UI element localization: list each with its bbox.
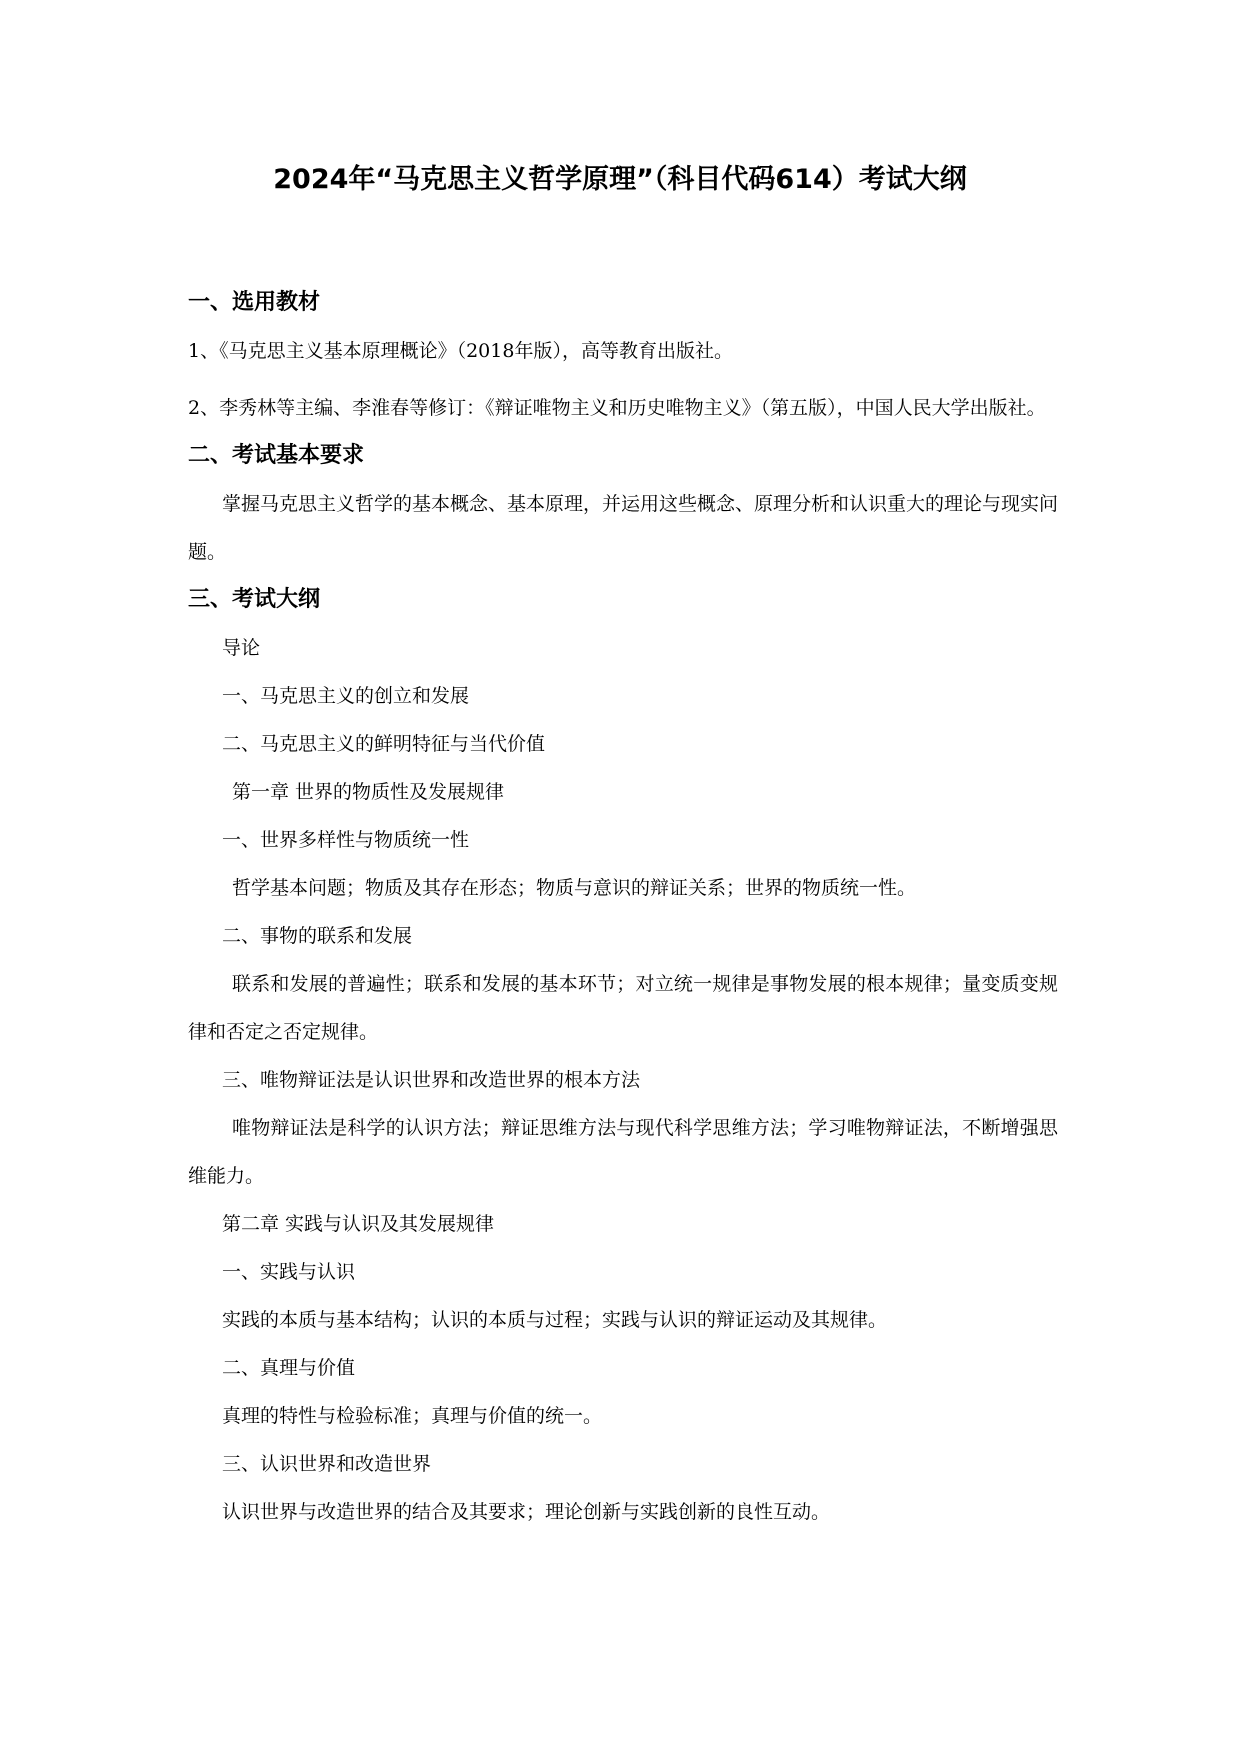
textbook-item-2: 2、李秀林等主编、李淮春等修订：《辩证唯物主义和历史唯物主义》（第五版），中国人民大学出版社。 [188,397,1046,419]
chapter-2-section-3: 三、认识世界和改造世界 [222,1453,432,1475]
chapter-2-section-3-body: 认识世界与改造世界的结合及其要求；理论创新与实践创新的良性互动。 [222,1501,831,1523]
outline-intro-point-2: 二、马克思主义的鲜明特征与当代价值 [222,733,546,755]
chapter-2-section-2: 二、真理与价值 [222,1357,356,1379]
chapter-1-section-1: 一、世界多样性与物质统一性 [222,829,470,851]
chapter-2-title: 第二章 实践与认识及其发展规律 [222,1213,495,1235]
textbook-item-1: 1、《马克思主义基本原理概论》（2018年版），高等教育出版社。 [188,340,733,362]
chapter-1-section-3: 三、唯物辩证法是认识世界和改造世界的根本方法 [222,1069,641,1091]
chapter-2-section-1: 一、实践与认识 [222,1261,356,1283]
chapter-1-section-2-body: 联系和发展的普遍性；联系和发展的基本环节；对立统一规律是事物发展的根本规律；量变质变规律和否定之否定规律。 [188,973,1058,1043]
outline-intro-title: 导论 [222,637,261,659]
chapter-1-title: 第一章 世界的物质性及发展规律 [232,781,505,803]
section-heading-textbooks: 一、选用教材 [188,290,321,315]
section-heading-requirements: 二、考试基本要求 [188,443,365,468]
chapter-1-section-1-body: 哲学基本问题；物质及其存在形态；物质与意识的辩证关系；世界的物质统一性。 [232,877,917,899]
document-body [188,288,1058,1545]
chapter-2-section-2-body: 真理的特性与检验标准；真理与价值的统一。 [222,1405,603,1427]
chapter-2-section-1-body: 实践的本质与基本结构；认识的本质与过程；实践与认识的辩证运动及其规律。 [222,1309,888,1331]
chapter-1-section-3-body: 唯物辩证法是科学的认识方法；辩证思维方法与现代科学思维方法；学习唯物辩证法，不断增强思维能力。 [188,1117,1058,1187]
section-heading-outline: 三、考试大纲 [188,587,321,612]
chapter-1-section-2: 二、事物的联系和发展 [222,925,413,947]
requirements-body: 掌握马克思主义哲学的基本概念、基本原理，并运用这些概念、原理分析和认识重大的理论与现实问题。 [188,493,1059,563]
document-title: 2024年“马克思主义哲学原理”（科目代码614）考试大纲 [273,164,967,195]
outline-intro-point-1: 一、马克思主义的创立和发展 [222,685,470,707]
